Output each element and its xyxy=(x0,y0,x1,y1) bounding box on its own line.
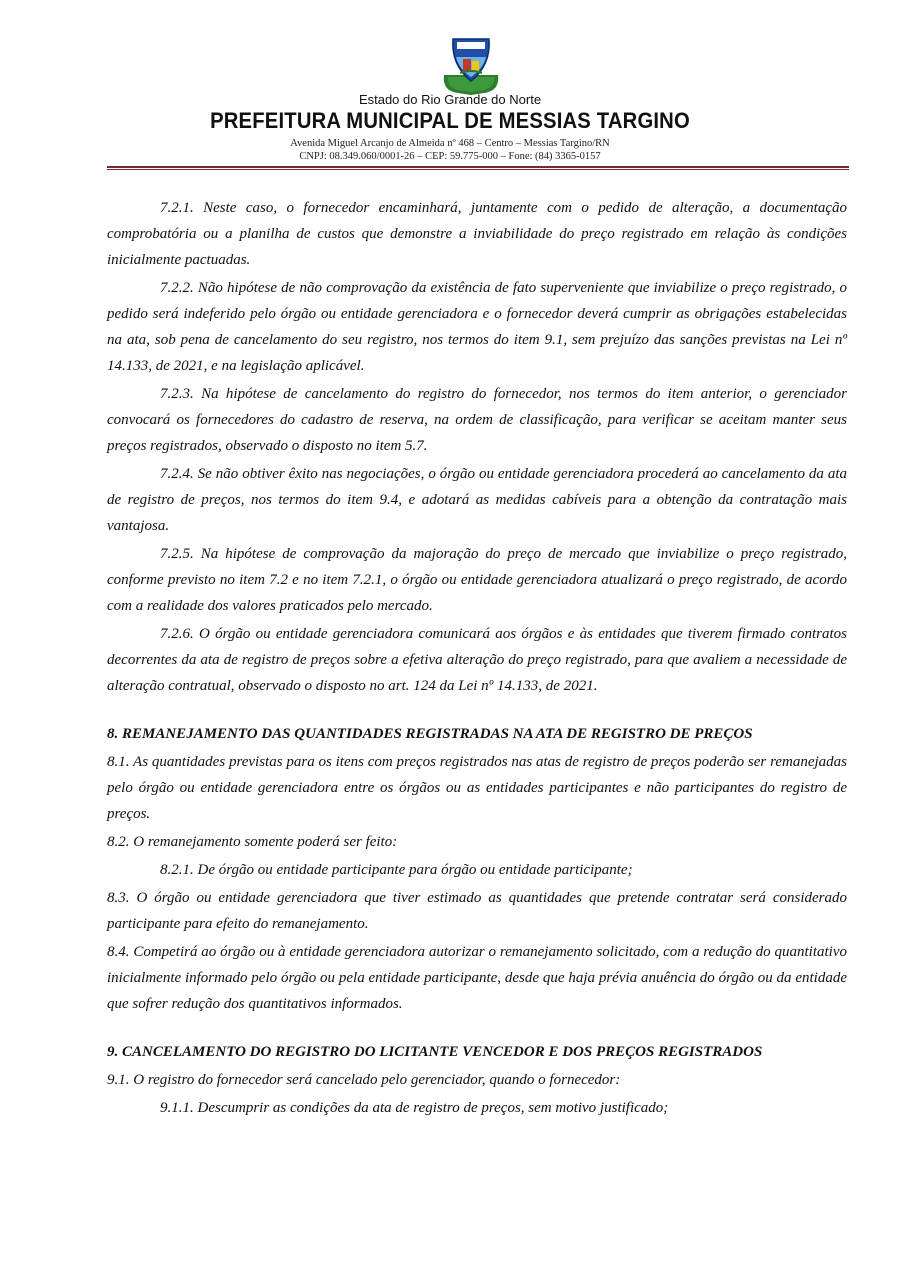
address-block xyxy=(0,137,900,163)
paragraph-7-2-4: 7.2.4. Se não obtiver êxito nas negociações, o órgão ou entidade gerenciadora procederá ao cancelamento da ata de registro de preços, nos termos do item 9.4, e adotará as medidas cabíveis para a obtenção da contratação mais vantajosa. xyxy=(107,466,847,534)
paragraph-8-2: 8.2. O remanejamento somente poderá ser feito: xyxy=(107,834,398,850)
header-rule-thin xyxy=(107,169,849,170)
paragraph-8-2-1: 8.2.1. De órgão ou entidade participante para órgão ou entidade participante; xyxy=(160,862,633,878)
paragraph-7-2-5: 7.2.5. Na hipótese de comprovação da majoração do preço de mercado que inviabilize o preço registrado, conforme previsto no item 7.2 e no item 7.2.1, o órgão ou entidade gerenciadora atualizará o preço registrado, de acordo com a realidade dos valores praticados pelo mercado. xyxy=(107,546,847,614)
letterhead xyxy=(0,0,900,175)
state-name: Estado do Rio Grande do Norte xyxy=(358,92,542,107)
cnpj-line: CNPJ: 08.349.060/0001-26 – CEP: 59.775-000 – Fone: (84) 3365-0157 xyxy=(299,151,601,162)
paragraph-7-2-3: 7.2.3. Na hipótese de cancelamento do registro do fornecedor, nos termos do item anterior, o gerenciador convocará os fornecedores do cadastro de reserva, na ordem de classificação, para verificar se aceitam manter seus preços registrados, observado o disposto no item 5.7. xyxy=(107,386,847,454)
municipal-crest-icon xyxy=(438,35,504,97)
paragraph-7-2-2: 7.2.2. Não hipótese de não comprovação da existência de fato superveniente que inviabilize o preço registrado, o pedido será indeferido pelo órgão ou entidade gerenciadora e o fornecedor deverá cumprir as obrigações estabelecidas na ata, sob pena de cancelamento do seu registro, nos termos do item 9.1, sem prejuízo das sanções previstas na Lei nº 14.133, de 2021, e na legislação aplicável. xyxy=(107,280,847,374)
paragraph-7-2-1: 7.2.1. Neste caso, o fornecedor encaminhará, juntamente com o pedido de alteração, a documentação comprobatória ou a planilha de custos que demonstre a inviabilidade do preço registrado em relação às condições inicialmente pactuadas. xyxy=(107,200,847,268)
paragraph-7-2-6: 7.2.6. O órgão ou entidade gerenciadora comunicará aos órgãos e às entidades que tiverem firmado contratos decorrentes da ata de registro de preços sobre a efetiva alteração do preço registrado, para que avaliem a necessidade de alteração contratual, observado o disposto no art. 124 da Lei nº 14.133, de 2021. xyxy=(107,626,847,694)
paragraph-8-3: 8.3. O órgão ou entidade gerenciadora que tiver estimado as quantidades que pretende contratar será considerado participante para efeito do remanejamento. xyxy=(107,890,847,932)
section-8-heading: 8. REMANEJAMENTO DAS QUANTIDADES REGISTRADAS NA ATA DE REGISTRO DE PREÇOS xyxy=(107,726,753,742)
address-line: Avenida Miguel Arcanjo de Almeida nº 468 – Centro – Messias Targino/RN xyxy=(290,138,610,149)
section-9-heading: 9. CANCELAMENTO DO REGISTRO DO LICITANTE VENCEDOR E DOS PREÇOS REGISTRADOS xyxy=(107,1044,763,1060)
paragraph-9-1-1: 9.1.1. Descumprir as condições da ata de registro de preços, sem motivo justificado; xyxy=(160,1100,669,1116)
paragraph-8-1: 8.1. As quantidades previstas para os itens com preços registrados nas atas de registro de preços poderão ser remanejadas pelo órgão ou entidade gerenciadora entre os órgãos ou as entidades participantes e não participantes do registro de preços. xyxy=(107,754,847,822)
municipality-title: PREFEITURA MUNICIPAL DE MESSIAS TARGINO xyxy=(210,108,690,133)
paragraph-8-4: 8.4. Competirá ao órgão ou à entidade gerenciadora autorizar o remanejamento solicitado, com a redução do quantitativo inicialmente informado pelo órgão ou pela entidade participante, desde que haja prévia anuência do órgão ou da entidade que sofrer redução dos quantitativos informados. xyxy=(107,944,847,1012)
header-rule xyxy=(107,166,849,168)
document-body xyxy=(107,195,847,1123)
paragraph-9-1: 9.1. O registro do fornecedor será cancelado pelo gerenciador, quando o fornecedor: xyxy=(107,1072,621,1088)
